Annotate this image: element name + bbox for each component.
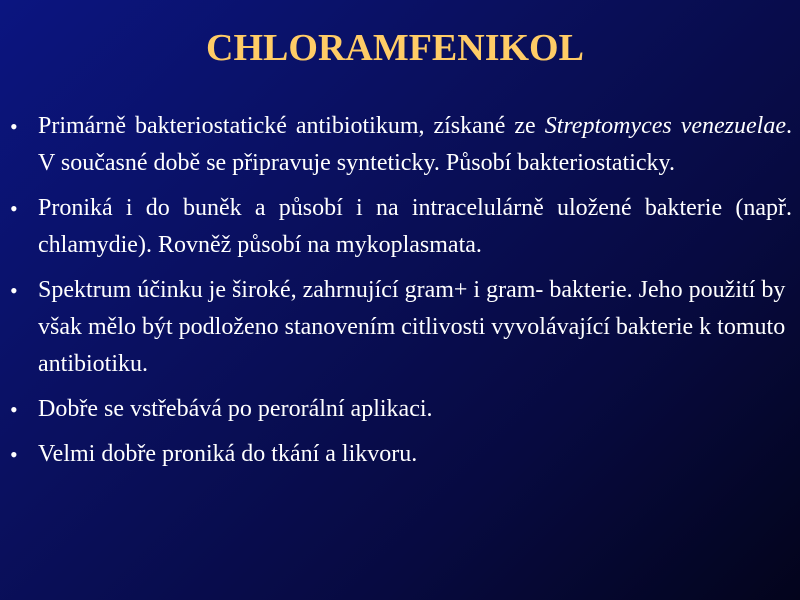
bullet-text: Velmi dobře proniká do tkání a likvoru. — [38, 441, 418, 467]
bullet-text-part: Primárně bakteriostatické antibiotikum, získané ze — [38, 113, 545, 139]
bullet-text: Proniká i do buněk a působí i na intracelulárně uložené bakterie (např. chlamydie). Rovněž působí na mykoplasmata. — [38, 195, 792, 258]
bullet-dot-icon: • — [10, 397, 18, 422]
bullet-list — [10, 108, 792, 481]
slide-title: CHLORAMFENIKOL — [206, 27, 584, 69]
bullet-item-1 — [10, 108, 792, 182]
bullet-dot-icon: • — [10, 196, 18, 221]
bullet-item-5 — [10, 436, 792, 473]
bullet-text: Dobře se vstřebává po perorální aplikaci. — [38, 396, 433, 422]
bullet-text: Spektrum účinku je široké, zahrnující gram+ i gram- bakterie. Jeho použití by však mělo být podloženo stanovením citlivosti vyvolávající bakterie k tomuto antibiotiku. — [38, 277, 786, 377]
bullet-item-4 — [10, 391, 792, 428]
species-name: Streptomyces venezuelae — [544, 113, 786, 139]
bullet-item-2 — [10, 190, 792, 264]
bullet-dot-icon: • — [10, 442, 18, 467]
bullet-dot-icon: • — [10, 114, 18, 139]
bullet-dot-icon: • — [10, 278, 18, 303]
bullet-item-3 — [10, 272, 792, 383]
bullet-text-part: . V současné době se připravuje synteticky. Působí bakteriostaticky. — [38, 113, 792, 176]
bullet-text — [38, 108, 792, 182]
